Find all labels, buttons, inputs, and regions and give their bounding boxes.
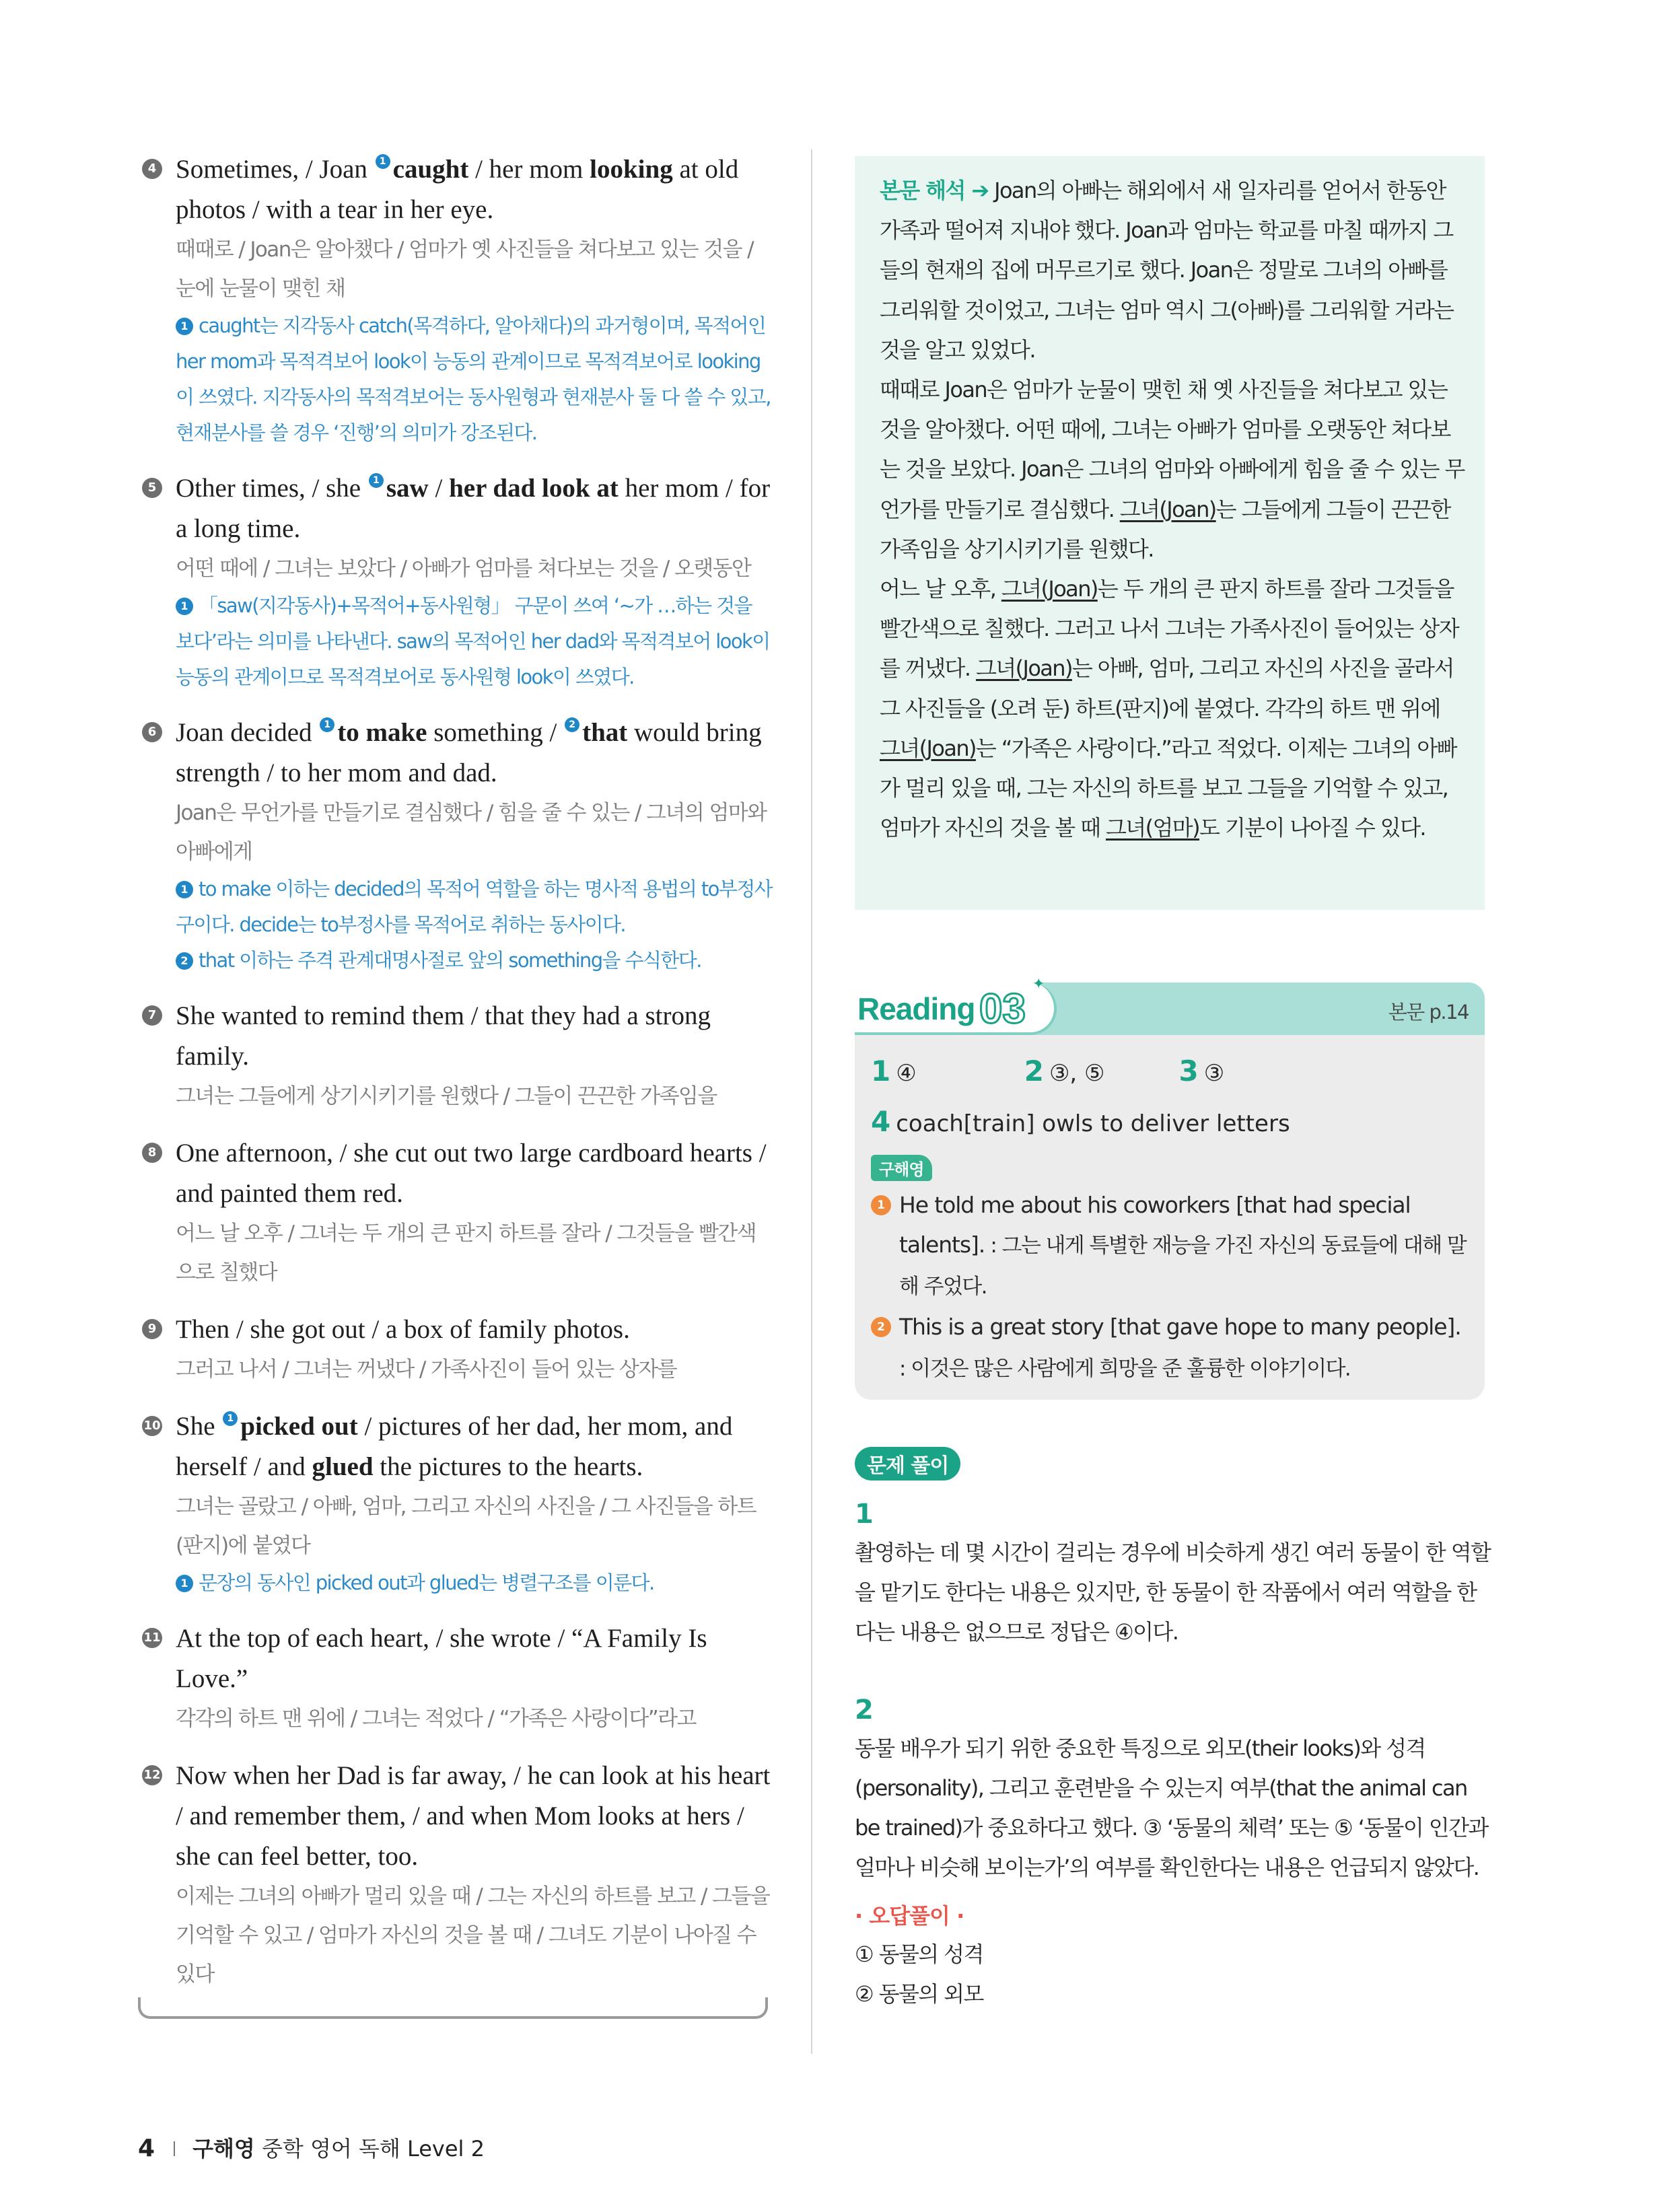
key-expression: her dad look at (449, 474, 619, 503)
answer-row-4 (871, 1098, 1467, 1148)
answer-value: ④ (896, 1060, 917, 1087)
sentence-block (138, 149, 774, 451)
korean-translation: Joan은 무언가를 만들기로 결심했다 / 힘을 줄 수 있는 / 그녀의 엄마와 아빠에게 (176, 801, 767, 864)
footer-title: 중학 영어 독해 Level 2 (254, 2136, 485, 2162)
answer-number: 4 (871, 1105, 891, 1138)
korean-translation: 어떤 때에 / 그녀는 보았다 / 아빠가 엄마를 쳐다보는 것을 / 오랫동안 (176, 557, 751, 581)
note-text: 문장의 동사인 picked out과 glued는 병렬구조를 이룬다. (199, 1571, 654, 1594)
english-text: / pictures of her dad, her mom, and herself / and (176, 1412, 733, 1481)
english-text: Joan decided (176, 718, 319, 747)
note-marker: 1 (376, 154, 390, 169)
translation-text: Joan의 아빠는 해외에서 새 일자리를 얻어서 한동안 가족과 떨어져 지내야 했다. Joan과 엄마는 학교를 마칠 때까지 그들의 현재의 집에 머무르기로 했다. Joan은 정말로 그녀의 아빠를 그리워할 것이었고, 그녀는 엄마 역시 그(아빠)를 그리워할 거라는 것을 알고 있었다. (880, 178, 1454, 363)
answer-number: 1 (871, 1055, 891, 1087)
underlined-referent: 그녀(Joan) (975, 655, 1072, 682)
translation-body (880, 171, 1465, 848)
example-number: 1 (871, 1195, 891, 1215)
translation-text: 도 기분이 나아질 수 있다. (1199, 815, 1425, 841)
translation-paragraph (880, 171, 1465, 370)
sentence-number: 6 (142, 722, 162, 742)
sentence-analysis-column (138, 149, 774, 2011)
note-text: to make 이하는 decided의 목적어 역할을 하는 명사적 용법의 to부정사구이다. decide는 to부정사를 목적어로 취하는 동사이다. (176, 878, 773, 936)
english-sentence (176, 1310, 774, 1350)
sentence-number: 11 (142, 1628, 162, 1648)
sentence-number: 7 (142, 1005, 162, 1026)
wrong-answer-item: ① 동물의 성격 (855, 1941, 983, 1967)
note-number: 1 (176, 881, 193, 898)
answer-number: 3 (1178, 1055, 1199, 1087)
key-expression: glued (312, 1452, 374, 1481)
grammar-note (176, 1565, 774, 1601)
column-divider (811, 149, 812, 2054)
answer-value: ③ (1203, 1060, 1225, 1087)
note-text: caught는 지각동사 catch(목격하다, 알아채다)의 과거형이며, 목적어인 her mom과 목적격보어 look이 능동의 관계이므로 목적격보어로 looking이 쓰였다. 지각동사의 목적격보어는 동사원형과 현재분사 둘 다 쓸 수 있고, 현재분사를 쓸 경우 ‘진행’의 의미가 강조된다. (176, 314, 771, 444)
example-english: This is a great story [that gave hope to many people]. (899, 1314, 1461, 1340)
solution-number: 1 (855, 1499, 874, 1530)
grammar-note (176, 943, 774, 978)
note-marker: 1 (223, 1411, 238, 1426)
grammar-note (176, 308, 774, 451)
sentence-block (138, 1133, 774, 1292)
english-sentence (176, 468, 774, 549)
sentence-block (138, 996, 774, 1116)
note-marker: 1 (320, 717, 334, 732)
translation-label: 본문 해석 ➔ (880, 178, 989, 203)
korean-translation: 그녀는 그들에게 상기시키기를 원했다 / 그들이 끈끈한 가족임을 (176, 1084, 717, 1108)
translation-text: 는 두 개의 큰 판지 하트를 잘라 그것들을 빨간색으로 칠했다. 그러고 나서 그녀는 가족사진이 들어있는 상자를 꺼냈다. (880, 576, 1459, 682)
translation-text: 는 그들에게 그들이 끈끈한 가족임을 상기시키기를 원했다. (880, 496, 1450, 562)
underlined-referent: 그녀(Joan) (1001, 576, 1098, 602)
english-sentence (176, 996, 774, 1077)
note-number: 1 (176, 1575, 193, 1592)
answer-number: 2 (1024, 1055, 1044, 1087)
reading-title: Reading (857, 991, 975, 1026)
sparkle-icon: ✦ (1032, 976, 1045, 993)
translation-text: 어느 날 오후, (880, 576, 1001, 602)
answer-row-1-3 (871, 1047, 1467, 1098)
korean-translation: 각각의 하트 맨 위에 / 그녀는 적었다 / “가족은 사랑이다”라고 (176, 1707, 696, 1731)
underlined-referent: 그녀(엄마) (1105, 815, 1200, 841)
korean-translation: 이제는 그녀의 아빠가 멀리 있을 때 / 그는 자신의 하트를 보고 / 그들을 기억할 수 있고 / 엄마가 자신의 것을 볼 때 / 그녀도 기분이 나아질 수 있다 (176, 1884, 770, 1987)
answer-value: ③, ⑤ (1049, 1060, 1105, 1087)
key-expression: picked out (240, 1412, 358, 1441)
sentence-number: 4 (142, 159, 162, 179)
english-text: at old photos / with a tear in her eye. (176, 155, 739, 224)
english-text: / (428, 474, 450, 503)
example-sentence (871, 1307, 1467, 1389)
translation-paragraph (880, 370, 1465, 569)
english-text: Sometimes, / Joan (176, 155, 374, 184)
sentence-number: 10 (142, 1416, 162, 1436)
sentence-block (138, 1756, 774, 1994)
solution-badge: 문제 풀이 (855, 1447, 960, 1480)
grammar-note (176, 588, 774, 695)
key-expression: caught (392, 155, 469, 184)
english-sentence (176, 713, 774, 793)
english-sentence (176, 1406, 774, 1487)
solution-text: 동물 배우가 되기 위한 중요한 특징으로 외모(their looks)와 성격(personality), 그리고 훈련받을 수 있는지 여부(that the animal can be trained)가 중요하다고 했다. ③ ‘동물의 체력’ 또는 ⑤ ‘동물이 인간과 얼마나 비슷해 보이는가’의 여부를 확인한다는 내용은 언급되지 않았다. (855, 1736, 1488, 1880)
translation-text: 때때로 Joan은 엄마가 눈물이 맺힌 채 옛 사진들을 쳐다보고 있는 것을 알아챘다. 어떤 때에, 그녀는 아빠가 엄마를 오랫동안 쳐다보는 것을 보았다. Joan은 그녀의 엄마와 아빠에게 힘을 줄 수 있는 무언가를 만들기로 결심했다. (880, 377, 1465, 522)
sentence-block (138, 1406, 774, 1601)
note-marker: 2 (565, 717, 579, 732)
wrong-answer-item: ② 동물의 외모 (855, 1981, 983, 2007)
example-korean: : 이것은 많은 사람에게 희망을 준 훌륭한 이야기이다. (899, 1357, 1351, 1381)
english-text: her mom / for a long time. (176, 474, 771, 543)
key-expression: saw (386, 474, 429, 503)
english-text: Other times, / she (176, 474, 367, 503)
sentence-block (138, 713, 774, 978)
english-text: She (176, 1412, 222, 1441)
korean-translation: 그녀는 골랐고 / 아빠, 엄마, 그리고 자신의 사진을 / 그 사진들을 하트(판지)에 붙였다 (176, 1495, 756, 1558)
english-sentence (176, 149, 774, 230)
sentence-number: 12 (142, 1765, 162, 1785)
english-sentence (176, 1756, 774, 1877)
korean-translation: 어느 날 오후 / 그녀는 두 개의 큰 판지 하트를 잘라 / 그것들을 빨간색으로 칠했다 (176, 1221, 756, 1285)
english-text: She wanted to remind them / that they had a strong family. (176, 1001, 711, 1071)
english-text: Now when her Dad is far away, / he can look at his heart / and remember them, / and when Mom looks at hers / she can feel better, too. (176, 1761, 771, 1871)
wrong-answer-label: · 오답풀이 · (855, 1903, 964, 1929)
koo-haeyoung-tag: 구해영 (871, 1155, 932, 1181)
underlined-referent: 그녀(Joan) (1119, 496, 1216, 522)
footer-separator (174, 2141, 175, 2156)
key-expression: that (582, 718, 628, 747)
key-expression: to make (337, 718, 427, 747)
sentence-number: 5 (142, 478, 162, 498)
grammar-note (176, 871, 774, 943)
english-text: the pictures to the hearts. (373, 1452, 643, 1481)
korean-translation: 그러고 나서 / 그녀는 꺼냈다 / 가족사진이 들어 있는 상자를 (176, 1357, 676, 1382)
translation-paragraph (880, 569, 1465, 848)
column-bottom-bracket (138, 1997, 768, 2019)
solution-text: 촬영하는 데 몇 시간이 걸리는 경우에 비슷하게 생긴 여러 동물이 한 역할을 맡기도 한다는 내용은 있지만, 한 동물이 한 작품에서 여러 역할을 한다는 내용은 없으므로 정답은 ④이다. (855, 1540, 1491, 1645)
english-text: something / (427, 718, 564, 747)
key-expression: looking (590, 155, 673, 184)
english-text: At the top of each heart, / she wrote / “A Family Is Love.” (176, 1624, 707, 1693)
translation-text: 는 “가족은 사랑이다.”라고 적었다. 이제는 그녀의 아빠가 멀리 있을 때, 그는 자신의 하트를 보고 그들을 기억할 수 있고, 엄마가 자신의 것을 볼 때 (880, 735, 1456, 841)
sentence-number: 9 (142, 1319, 162, 1339)
footer-brand: 구해영 (192, 2136, 255, 2162)
note-text: that 이하는 주격 관계대명사절로 앞의 something을 수식한다. (199, 949, 701, 972)
reference-page: 본문 p.14 (1388, 1001, 1469, 1024)
translation-text: 는 아빠, 엄마, 그리고 자신의 사진을 골라서 그 사진들을 (오려 둔) 하트(판지)에 붙였다. 각각의 하트 맨 위에 (880, 655, 1454, 721)
english-text: Then / she got out / a box of family photos. (176, 1315, 630, 1344)
answer-box (855, 1035, 1485, 1400)
english-text: would bring strength / to her mom and dad. (176, 718, 762, 787)
sentence-block (138, 1618, 774, 1738)
sentence-block (138, 1310, 774, 1389)
note-number: 1 (176, 318, 193, 335)
example-sentence (871, 1185, 1467, 1307)
note-marker: 1 (369, 473, 384, 488)
english-text: One afternoon, / she cut out two large cardboard hearts / and painted them red. (176, 1139, 767, 1208)
korean-translation: 때때로 / Joan은 알아챘다 / 엄마가 옛 사진들을 쳐다보고 있는 것을 / 눈에 눈물이 맺힌 채 (176, 238, 753, 301)
english-sentence (176, 1618, 774, 1699)
solution-number: 2 (855, 1694, 874, 1725)
note-text: 「saw(지각동사)+목적어+동사원형」 구문이 쓰여 ‘~가 …하는 것을 보다’라는 의미를 나타낸다. saw의 목적어인 her dad와 목적격보어 look이 능동의 관계이므로 목적격보어로 동사원형 look이 쓰였다. (176, 594, 770, 688)
answer-value: coach[train] owls to deliver letters (896, 1110, 1290, 1137)
translation-box (855, 156, 1485, 910)
example-korean: : 그는 내게 특별한 재능을 가진 자신의 동료들에 대해 말해 주었다. (899, 1234, 1467, 1299)
reading-number: 03 (979, 986, 1026, 1032)
sentence-number: 8 (142, 1143, 162, 1163)
sentence-block (138, 468, 774, 695)
note-number: 1 (176, 598, 193, 615)
english-text: / her mom (468, 155, 590, 184)
note-number: 2 (176, 952, 193, 970)
problem-solution-section (855, 1447, 1491, 2014)
underlined-referent: 그녀(Joan) (880, 735, 976, 761)
page-number: 4 (138, 2135, 155, 2162)
english-sentence (176, 1133, 774, 1214)
page-footer (138, 2132, 485, 2163)
example-english: He told me about his coworkers [that had special talents]. (899, 1192, 1411, 1258)
example-number: 2 (871, 1317, 891, 1337)
reading-header (855, 976, 1485, 1036)
